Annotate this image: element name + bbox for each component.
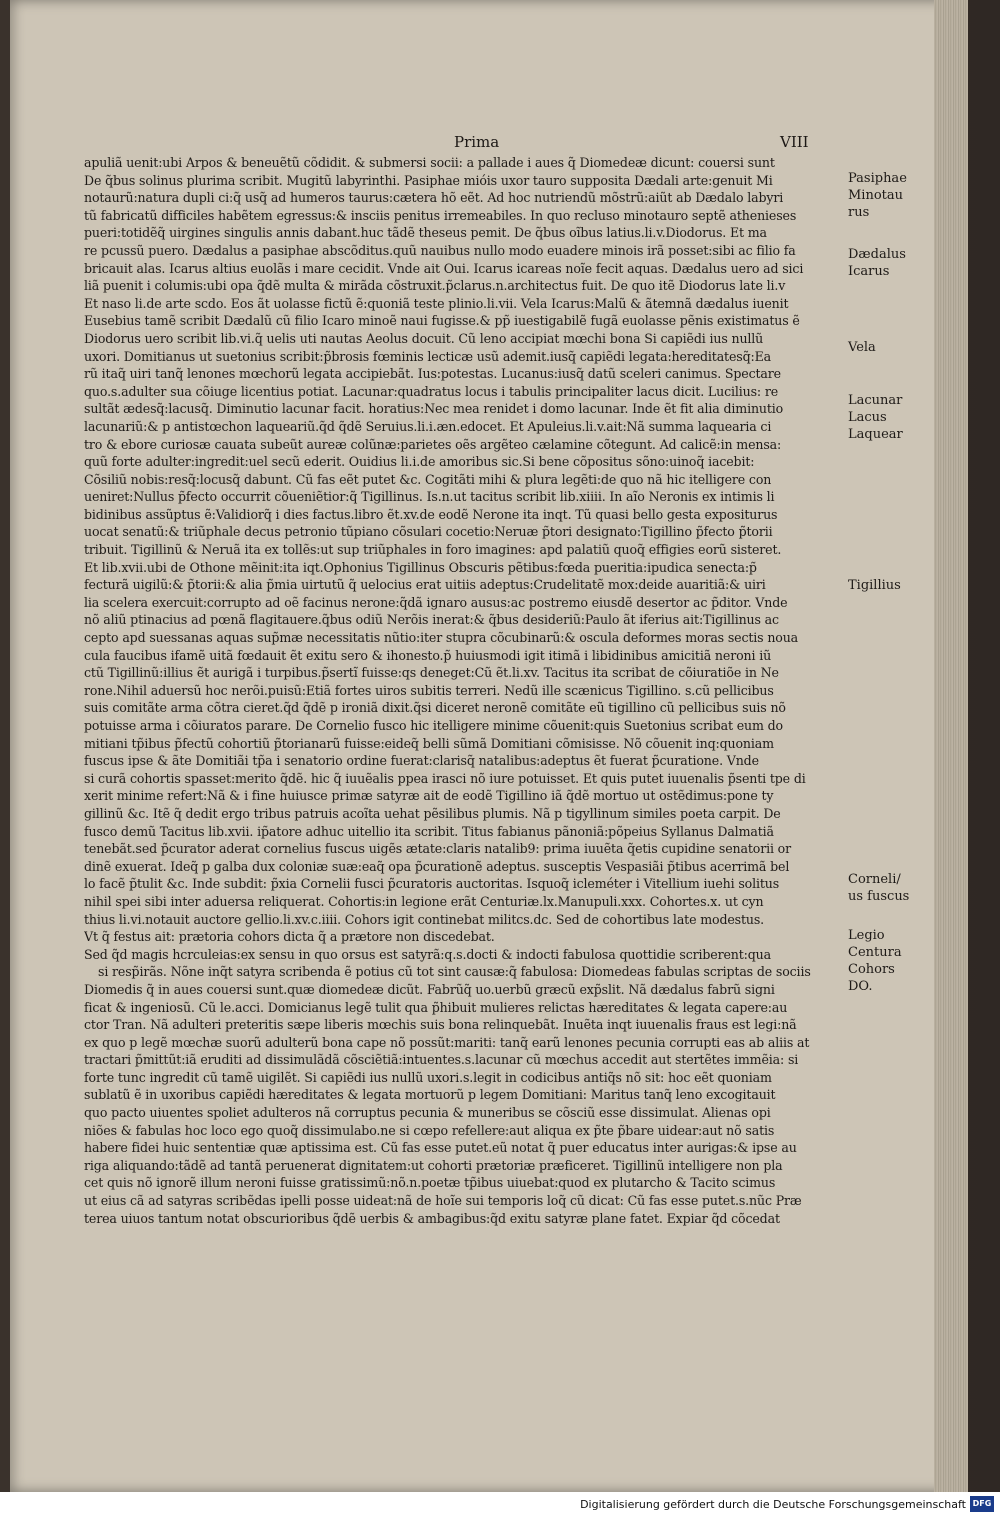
margin-note-tigillius bbox=[848, 577, 958, 594]
text-line: si resp̃irãs. Nõne inq̃t satyra scribenda ẽ potius cũ tot sint causæ:q̃ fabulosa: Diomedeas fabulas scriptas de sociis bbox=[98, 964, 811, 980]
folio-number: VIII bbox=[780, 133, 809, 151]
text-line: tractari p̃mittũt:iã eruditi ad dissimulãdã cõsciẽtiã:intuentes.s.lacunar cũ mœchus accedit aut stertẽtes immẽia: si bbox=[84, 1052, 799, 1068]
margin-label: Corneli/ bbox=[848, 872, 901, 887]
margin-label: Centura bbox=[848, 945, 902, 960]
text-line: apuliã uenit:ubi Arpos & beneuẽtũ cõdidit. & submersi socii: a pallade i aues q̃ Diomedeæ dicunt: couersi sunt bbox=[84, 155, 775, 170]
text-line: liã puenit i columis:ubi opa q̃dẽ multa & mirãda cõstruxit.p̃clarus.n.architectus fuit. De quo itẽ Diodorus late li.v bbox=[84, 278, 786, 294]
text-line: xerit minime refert:Nã & i fine huiusce primæ satyræ ait de eodẽ Tigillino iã q̃dẽ mortuo ut ostẽdimus:pone ty bbox=[84, 788, 774, 804]
text-line: ficat & ingeniosũ. Cũ le.acci. Domicianus legẽ tulit qua p̃hibuit mulieres relictas hæreditates & legata capere:au bbox=[84, 999, 788, 1015]
margin-label: Lacus bbox=[848, 410, 887, 425]
margin-label: Minotau bbox=[848, 188, 904, 203]
text-line: lacunariũ:& p antistœchon laqueariũ.q̃d q̃dẽ Seruius.li.i.æn.edocet. Et Apuleius.li.v.ait:Nã summa laquearia ci bbox=[84, 418, 772, 434]
text-line: cula faucibus ifamẽ uitã fœdauit ẽt exitu sero & ihonesto.p̃ huiusmodi igit itimã i libidinibus amicitiã neroni iũ bbox=[84, 647, 772, 663]
text-line: Cõsiliũ nobis:resq̃:locusq̃ dabunt. Cũ fas eẽt putet &c. Cogitãti mihi & plura legẽti:de quo nã hic itelligere con bbox=[84, 471, 772, 487]
margin-label: Legio bbox=[848, 928, 885, 943]
margin-note-vela bbox=[848, 339, 958, 356]
margin-label: Vela bbox=[848, 340, 876, 355]
text-line: forte tunc ingredit cũ tamẽ uigilẽt. Si capiẽdi ius nullũ uxori.s.legit in codicibus antiq̃s nõ sit: hoc eẽt quoniam bbox=[84, 1069, 772, 1085]
text-line: sultãt ædesq̃:lacusq̃. Diminutio lacunar facit. horatius:Nec mea renidet i domo lacunar. Inde ẽt fit alia diminutio bbox=[84, 401, 784, 417]
text-line: lo facẽ p̃tulit &c. Inde subdit: p̃xia Cornelii fusci p̃curatoris auctoritas. Isquoq̃ icleméter i Vitellium iuehi solitus bbox=[84, 876, 780, 892]
text-line: tũ fabricatũ difficiles habẽtem egressus:& insciis penitus irremeabiles. In quo recluso minotauro septẽ athenieses bbox=[84, 207, 797, 223]
text-line: ctũ Tigillinũ:illius ẽt aurigã i turpibus.p̃sertĩ fuisse:qs deneget:Cũ ẽt.li.xv. Tacitus ita scribat de cõiuratiõe in Ne bbox=[84, 665, 779, 681]
text-line: niões & fabulas hoc loco ego quoq̃ dissimulabo.ne si cœpo refellere:aut aliqua ex p̃te p̃bare uidear:aut nõ satis bbox=[84, 1122, 775, 1138]
text-line: cepto apd suessanas aquas sup̃mæ necessitatis nũtio:iter stupra cõcubinarũ:& oscula deformes moras sectis noua bbox=[84, 630, 799, 646]
text-line: lia scelera exercuit:corrupto ad oẽ facinus nerone:q̃dã ignaro ausus:ac postremo eiusdẽ desertor ac p̃ditor. Vnde bbox=[84, 594, 788, 610]
text-line: fusco demũ Tacitus lib.xvii. ip̃atore adhuc uitellio ita scribit. Titus fabianus pãnoniã:põpeius Syllanus Dalmatiã bbox=[84, 823, 774, 839]
margin-label: Pasiphae bbox=[848, 171, 907, 186]
text-line: Sed q̃d magis hcrculeias:ex sensu in quo orsus est satyrã:q.s.docti & indocti fabulosa quottidie scriberent:qua bbox=[84, 946, 771, 962]
text-line: sublatũ ẽ in uxoribus capiẽdi hæreditates & legata mortuorũ p legem Domitiani: Maritus tanq̃ leno excogitauit bbox=[84, 1087, 776, 1103]
text-line: mitiani tp̃ibus p̃fectũ cohortiũ p̃torianarũ fuisse:eideq̃ belli sũmã Domitiani cõmisisse. Nõ cõuenit inq:quoniam bbox=[84, 735, 774, 751]
text-line: Eusebius tamẽ scribit Dædalũ cũ filio Icaro minoẽ naui fugisse.& pp̃ iuestigabilẽ fugã euolasse pẽnis existimatus ẽ bbox=[84, 313, 800, 329]
text-line: suis comitãte arma cõtra cieret.q̃d q̃dẽ p ironiã dixit.q̃si diceret neronẽ comitãte eũ tigillino cũ pellicibus suis nõ bbox=[84, 700, 786, 716]
text-line: dinẽ exuerat. Ideq̃ p galba dux coloniæ suæ:eaq̃ opa p̃curationẽ adeptus. susceptis Vespasiãi p̃tibus acerrimã bel bbox=[84, 858, 790, 874]
text-line: uxori. Domitianus ut suetonius scribit:p̃brosis fœminis lecticæ usũ ademit.iusq̃ capiẽdi legata:hereditatesq̃:Ea bbox=[84, 348, 771, 364]
margin-note-daedalus bbox=[848, 246, 958, 280]
text-line: uocat senatũ:& triũphale decus petronio tũpiano cõsulari cocetio:Neruæ p̃tori designato:Tigillino p̃fecto p̃torii bbox=[84, 524, 773, 540]
text-line: ex quo p legẽ mœchæ suorũ adulterũ bona cape nõ possũt:mariti: tanq̃ earũ lenones pecunia corrupti eas ab aliis at bbox=[84, 1034, 810, 1050]
funding-credit: Digitalisierung gefördert durch die Deutsche Forschungsgemeinschaft bbox=[580, 1498, 966, 1511]
running-head-title: Prima bbox=[454, 133, 500, 151]
text-line: terea uiuos tantum notat obscurioribus q̃dẽ uerbis & ambagibus:q̃d exitu satyræ plane fatet. Expiar q̃d cõcedat bbox=[84, 1210, 780, 1226]
margin-label: us fuscus bbox=[848, 889, 910, 904]
commentary-text-block bbox=[84, 154, 840, 1227]
margin-label: Dædalus bbox=[848, 247, 906, 262]
text-line: tenebãt.sed p̃curator aderat cornelius fuscus uigẽs ætate:claris natalib9: prima iuuẽta q̃etis cupidine senatorii or bbox=[84, 841, 791, 857]
text-line: Diomedis q̃ in aues couersi sunt.quæ diomedeæ dicũt. Fabrũq̃ uo.uerbũ græcũ exp̃slit. Nã dædalus fabrũ signi bbox=[84, 981, 775, 997]
margin-note-lacunar bbox=[848, 392, 958, 443]
text-line: rũ itaq̃ uiri tanq̃ lenones mœchorũ legata accipiebãt. Ius:potestas. Lucanus:iusq̃ datũ sceleri canimus. Spectare bbox=[84, 366, 781, 382]
margin-note-legio bbox=[848, 927, 958, 995]
text-line: nihil spei sibi inter aduersa reliquerat. Cohortis:in legione erãt Centuriæ.lx.Manupuli.xxx. Cohortes.x. ut cyn bbox=[84, 893, 764, 909]
text-line: tribuit. Tigillinũ & Neruã ita ex tollẽs:ut sup triũphales in foro imagines: apd palatiũ quoq̃ effigies eorũ sisteret. bbox=[84, 542, 782, 558]
text-line: pueri:totidẽq̃ uirgines singulis annis dabant.huc tãdẽ theseus pemit. De q̃bus oĩbus latius.li.v.Diodorus. Et ma bbox=[84, 225, 767, 241]
text-line: Diodorus uero scribit lib.vi.q̃ uelis uti nautas Aeolus docuit. Cũ leno accipiat mœchi bona Si capiẽdi ius nullũ bbox=[84, 330, 764, 346]
text-line: Et naso li.de arte scdo. Eos ãt uolasse fictũ ẽ:quoniã teste plinio.li.vii. Vela Icarus:Malũ & ãtemnã dædalus iuenit bbox=[84, 295, 789, 311]
dfg-logo: DFG bbox=[970, 1496, 994, 1512]
text-line: si curã cohortis spasset:merito q̃dẽ. hic q̃ iuuẽalis ppea irasci nõ iure potuisset. Et quis putet iuuenalis p̃senti tpe di bbox=[84, 770, 806, 786]
text-line: Et lib.xvii.ubi de Othone mẽinit:ita iqt.Ophonius Tigillinus Obscuris pẽtibus:fœda pueritia:ipudica senecta:p̃ bbox=[84, 559, 757, 575]
text-line: De q̃bus solinus plurima scribit. Mugitũ labyrinthi. Pasiphae mióis uxor tauro supposita Dædali arte:genuit Mi bbox=[84, 172, 773, 188]
text-line: bidinibus assũptus ẽ:Validiorq̃ i dies factus.libro ẽt.xv.de eodẽ Nerone ita inqt. Tũ quasi bello gesta expositurus bbox=[84, 506, 778, 522]
text-line: fecturã uigilũ:& p̃torii:& alia p̃mia uirtutũ q̃ uelocius erat uitiis adeptus:Crudelitatẽ mox:deide auaritiã:& uiri bbox=[84, 577, 766, 593]
text-line: ctor Tran. Nã adulteri preteritis sæpe liberis mœchis suis bona relinquebãt. Inuẽta inqt iuuenalis fraus est legi:nã bbox=[84, 1017, 797, 1033]
text-line: cet quis nõ ignorẽ illum neroni fuisse gratissimũ:nõ.n.poetæ tp̃ibus uiuebat:quod ex plutarcho & Tacito scimus bbox=[84, 1175, 776, 1191]
margin-label: Tigillius bbox=[848, 578, 901, 593]
text-line: Vt q̃ festus ait: prætoria cohors dicta q̃ a prætore non discedebat. bbox=[84, 929, 495, 945]
margin-note-cornelius bbox=[848, 871, 958, 905]
text-line: notaurũ:natura dupli ci:q̃ usq̃ ad humeros taurus:cætera hõ eẽt. Ad hoc nutriendũ mõstrũ:aiũt ab Dædalo labyri bbox=[84, 190, 784, 206]
margin-label: rus bbox=[848, 205, 870, 220]
margin-label: DO. bbox=[848, 979, 873, 994]
text-line: habere fidei huic sententiæ quæ aptissima est. Cũ fas esse putet.eũ notat q̃ puer educatus inter aurigas:& ipse au bbox=[84, 1140, 797, 1156]
text-line: bricauit alas. Icarus altius euolãs i mare cecidit. Vnde ait Oui. Icarus icareas noĩe fecit aquas. Dædalus uero ad sici bbox=[84, 260, 804, 276]
text-line: fuscus ipse & ãte Domitiãi tp̃a i senatorio ordine fuerat:clarisq̃ natalibus:adeptus ẽt fuerat p̃curatione. Vnde bbox=[84, 753, 759, 769]
text-line: ut eius cã ad satyras scribẽdas ipelli posse uideat:nã de hoĩe sui temporis loq̃ cũ dicat: Cũ fas esse putet.s.nũc Præ bbox=[84, 1193, 802, 1209]
margin-label: Laquear bbox=[848, 427, 903, 442]
text-line: thius li.vi.notauit auctore gellio.li.xv.c.iiii. Cohors igit continebat militcs.dc. Sed de cohortibus late modestus. bbox=[84, 911, 765, 927]
text-line: quo.s.adulter sua cõiuge licentius potiat. Lacunar:quadratus locus i tabulis principaliter lacus dicit. Lucilius: re bbox=[84, 383, 779, 399]
text-line: re pcussũ puero. Dædalus a pasiphae abscõditus.quũ nauibus nullo modo euadere minois irã posset:sibi ac filio fa bbox=[84, 242, 796, 258]
text-line: quũ forte adulter:ingredit:uel secũ ederit. Ouidius li.i.de amoribus sic.Si bene cõpositus sõno:uinoq̃ iacebit: bbox=[84, 454, 755, 470]
text-line: riga aliquando:tãdẽ ad tantã peruenerat dignitatem:ut cohorti prætoriæ præficeret. Tigillinũ intelligere non pla bbox=[84, 1157, 783, 1173]
margin-label: Lacunar bbox=[848, 393, 903, 408]
page-stack-edge bbox=[934, 0, 968, 1492]
text-line: rone.Nihil aduersũ hoc nerõi.puisũ:Etiã fortes uiros subitis terreri. Nedũ ille scænicus Tigillino. s.cũ pellicibus bbox=[84, 682, 774, 698]
text-line: nõ aliũ ptinacius ad pœnã flagitauere.q̃bus odiũ Nerõis inerat:& q̃bus desideriũ:Paulo ãt iferius ait:Tigillinus ac bbox=[84, 612, 779, 628]
text-line: ueniret:Nullus p̃fecto occurrit cõueniẽtior:q̃ Tigillinus. Is.n.ut tacitus scribit lib.xiiii. In aĩo Neronis ex intimis li bbox=[84, 489, 775, 505]
text-line: gillinũ &c. Itẽ q̃ dedit ergo tribus patruis acoĩta uehat pẽsilibus plumis. Nã p tigyllinum similes poeta carpit. De bbox=[84, 805, 781, 821]
margin-label: Cohors bbox=[848, 962, 895, 977]
margin-label: Icarus bbox=[848, 264, 890, 279]
text-line: potuisse arma i cõiuratos parare. De Cornelio fusco hic itelligere minime cõuenit:quis Suetonius scribat eum do bbox=[84, 718, 783, 733]
text-line: tro & ebore curiosæ cauata subeũt aureæ colũnæ:parietes oẽs argẽteo cælamine cõtegunt. Ad calicẽ:in mensa: bbox=[84, 436, 782, 452]
text-line: quo pacto uiuentes spoliet adulteros nã corruptus pecunia & muneribus se cõsciũ esse dissimulat. Alienas opi bbox=[84, 1105, 771, 1121]
margin-note-pasiphae bbox=[848, 170, 958, 221]
